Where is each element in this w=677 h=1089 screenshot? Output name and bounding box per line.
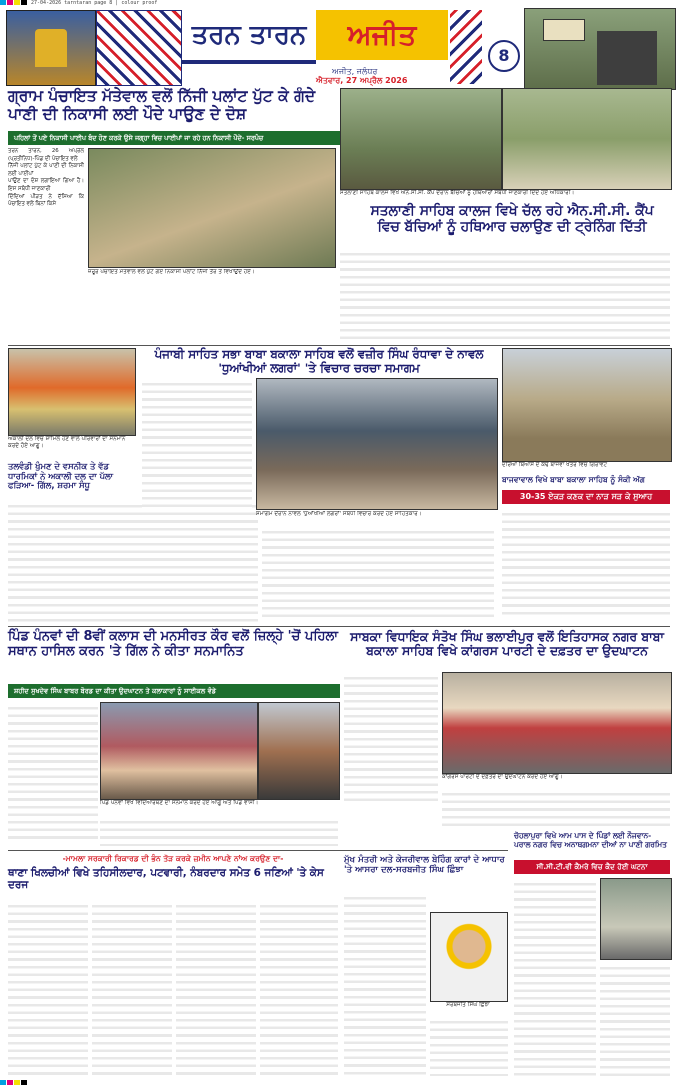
story10-photo (600, 878, 672, 960)
story7-photo (442, 672, 672, 774)
black-swatch (21, 1080, 27, 1085)
divider (8, 345, 670, 346)
story8-kicker: -ਮਾਮਲਾ ਸਰਕਾਰੀ ਰਿਕਾਰਡ ਦੀ ਭੰਨ ਤੋੜ ਕਰਕੇ ਜ਼ਮੀਨ ਆਪਣੇ ਨਾਂਅ ਕਰਉਣ ਦਾ- (62, 854, 284, 863)
story6-caption: ਪਿੰਡ ਪੰਨਵਾਂ ਵਿਖੇ ਵਿਦਿਆਰਥਣ ਦਾ ਸਨਮਾਨ ਕਰਦੇ ਹੋਏ ਆਗੂ ਅਤੇ ਪਿੰਡ ਵਾਸੀ। (100, 800, 259, 806)
story6-body (8, 702, 98, 842)
story3-headline: ਪੰਜਾਬੀ ਸਾਹਿਤ ਸਭਾ ਬਾਬਾ ਬਕਾਲਾ ਸਾਹਿਬ ਵਲੋਂ ਵਜ਼ੀਰ ਸਿੰਘ ਰੰਧਾਵਾ ਦੇ ਨਾਵਲ 'ਧੁਆਂਖੀਆਂ ਲਗਰਾਂ' 'ਤੇ ਵਿਚਾਰ ਚਰਚਾ ਸਮਾਗਮ (154, 347, 484, 375)
story7-body (344, 672, 438, 802)
story5-photo (502, 348, 672, 462)
story10-body (514, 878, 596, 1076)
divider (8, 850, 508, 851)
signboard-shape (543, 19, 585, 41)
text-line: ਦਿੰਦਿਆਂ ਪੀੜਤ ਨੇ ਦੱਸਿਆ ਕਿ ਪੰਚਾਇਤ ਵਲੋਂ ਬਿਨਾਂ ਕਿਸੇ (8, 193, 84, 208)
story1-subbar: ਪਹਿਲਾਂ ਤੋਂ ਪਏ ਨਿਕਾਸੀ ਪਾਈਪ ਬੰਦ ਹੋਣ ਕਰਕੇ ਉਸੇ ਜਗ੍ਹਾ ਵਿਚ ਪਾਈਪਾਂ ਜਾ ਰਹੇ ਹਨ ਨਿਕਾਸੀ ਪੌਦੇ- ਸਰਪੰਚ (8, 131, 340, 145)
story1-photo (88, 148, 336, 268)
page-number: 8 (488, 40, 520, 72)
yellow-swatch (14, 1080, 20, 1085)
story10-headline: ਚੋਹਲਾਪੁਰਾ ਵਿਖੇ ਆਮ ਪਾਸ ਦੇ ਪਿੰਡਾਂ ਲਈ ਨੌਜਵਾਨ- ਪਰਾਲ ਨਗਰ ਵਿਚ ਅਨਾਥਗਮਨਾ ਦੀਆਂ ਨਾ ਪਾਣੀ ਗਰਮਿਤ (514, 831, 667, 849)
story5-photo-caption: ਦਰਿਆ ਬਿਆਸ ਦੇ ਕੰਢੇ ਬਾਜਵਾ ਖੇਤਰ ਵਿਚ ਗਿਰਾਵਟ (502, 462, 608, 468)
story4-caption: ਅਕਾਲੀ ਦਲ ਵਿਚ ਸ਼ਾਮਿਲ ਹੋਣ ਵਾਲੇ ਪਰਿਵਾਰਾਂ ਦਾ ਸਨਮਾਨ ਕਰਦੇ ਹੋਏ ਆਗੂ। (8, 436, 126, 449)
text-line: ਪਾਉਣ ਦਾ ਦੋਸ਼ ਲਗਾਇਆ ਗਿਆ ਹੈ। ਇਸ ਸਬੰਧੀ ਜਾਣਕਾਰੀ (8, 178, 84, 192)
story3-caption: ਸਮਾਗਮ ਦੌਰਾਨ ਨਾਵਲ 'ਧੁਆਂਖੀਆਂ ਲਗਰਾਂ' ਸਬੰਧੀ ਵਿਚਾਰ ਕਰਦੇ ਹੋਏ ਸਾਹਿਤਕਾਰ। (256, 511, 422, 517)
story7-body2 (442, 788, 670, 828)
print-strip (0, 0, 677, 8)
magenta-swatch (7, 1080, 13, 1085)
story7-headline: ਸਾਬਕਾ ਵਿਧਾਇਕ ਸੰਤੋਖ ਸਿੰਘ ਭਲਾਈਪੁਰ ਵਲੋਂ ਇਤਿਹਾਸਕ ਨਗਰ ਬਾਬਾ ਬਕਾਲਾ ਸਾਹਿਬ ਵਿਖੇ ਕਾਂਗਰਸ ਪਾਰਟੀ ਦੇ ਦਫ਼ਤਰ ਦਾ ਉਦਘਾਟਨ (350, 629, 664, 659)
magenta-swatch (7, 0, 13, 5)
masthead-dateline (182, 64, 448, 82)
story3-body2 (262, 526, 494, 622)
divider (8, 626, 670, 627)
black-swatch (21, 0, 27, 5)
story2-headline: ਸਤਲਾਣੀ ਸਾਹਿਬ ਕਾਲਜ ਵਿਖੇ ਚੱਲ ਰਹੇ ਐਨ.ਸੀ.ਸੀ. ਕੈਂਪ ਵਿਚ ਬੱਚਿਆਂ ਨੂੰ ਹਥਿਆਰ ਚਲਾਉਣ ਦੀ ਟ੍ਰੇਨਿੰਗ ਦਿੱਤੀ (370, 203, 654, 235)
story3-photo (256, 378, 498, 510)
story6-body2 (100, 816, 338, 846)
masthead-city: ਅਜੀਤ, ਜਲੰਧਰ (332, 67, 378, 76)
story8-headline: ਥਾਣਾ ਖਿਲਚੀਆਂ ਵਿਖੇ ਤਹਿਸੀਲਦਾਰ, ਪਟਵਾਰੀ, ਨੰਬਰਦਾਰ ਸਮੇਤ 6 ਜਣਿਆਂ 'ਤੇ ਕੇਸ ਦਰਜ (8, 867, 324, 891)
story6-headline: ਪਿੰਡ ਪੰਨਵਾਂ ਦੀ 8ਵੀਂ ਕਲਾਸ ਦੀ ਮਨਸੀਰਤ ਕੌਰ ਵਲੋਂ ਜ਼ਿਲ੍ਹੇ 'ਚੋਂ ਪਹਿਲਾ ਸਥਾਨ ਹਾਸਿਲ ਕਰਨ 'ਤੇ ਗਿੱਲ ਨੇ ਕੀਤਾ ਸਨਮਾਨਿਤ (8, 629, 339, 659)
golden-temple-icon (35, 29, 67, 67)
story9-portrait (430, 912, 508, 1002)
story4-headline: ਤਲਵੰਡੀ ਖੁੰਮਣ ਦੇ ਵਸਨੀਕ ਤੇ ਵੱਡ ਧਾਰਮਿਕਾਂ ਨੇ ਅਕਾਲੀ ਦਲ ਦਾ ਪੱਲਾ ਫੜਿਆ- ਗਿੱਲ, ਸ਼ਰਮਾ ਸੰਧੂ (8, 461, 114, 491)
story5-body (502, 508, 670, 618)
story10-redbar: ਸੀ.ਸੀ.ਟੀ.ਵੀ ਕੈਮਰੇ ਵਿਚ ਕੈਦ ਹੋਈ ਘਟਨਾ (514, 860, 670, 874)
story6-subbar: ਸ਼ਹੀਦ ਸੁਖਦੇਵ ਸਿੰਘ ਬਾਬਰ ਬੋਰਡ ਦਾ ਕੀਤਾ ਉਦਘਾਟਨ ਤੇ ਕਲਾਕਾਰਾਂ ਨੂੰ ਸਾਈਕਲ ਵੰਡੇ (8, 684, 340, 698)
phulkari-pattern-right (450, 10, 482, 84)
story2-body (340, 248, 670, 340)
story4-body (8, 500, 258, 622)
masthead-date: ਐਤਵਾਰ, 27 ਅਪ੍ਰੈਲ 2026 (316, 76, 408, 85)
story6-photo-left (100, 702, 258, 800)
story1-column2 (88, 286, 168, 342)
print-strip-bottom (0, 1080, 677, 1089)
story9-caption: ਸਰਬਜੀਤ ਸਿੰਘ ਛਿੰਝਾ (446, 1002, 490, 1008)
temple-logo (6, 10, 96, 86)
story2-photo-left (340, 88, 502, 190)
story9-body2 (430, 1016, 508, 1076)
story10-body2 (600, 962, 670, 1076)
text-line: ਨਿੱਜੀ ਪਲਾਂਟ ਪੁੱਟ ਕੇ ਪਾਣੀ ਦੀ ਨਿਕਾਸੀ ਲਈ ਪਾਈਪਾਂ (8, 163, 84, 177)
text-line: ਤਰਨ ਤਾਰਨ, 26 ਅਪ੍ਰੈਲ (ਪ੍ਰਤੀਨਿਧ)-ਪਿੰਡ ਦੀ ਪੰਚਾਇਤ ਵਲੋਂ (8, 148, 84, 162)
story1-column1 (8, 148, 84, 342)
cyan-swatch (0, 1080, 6, 1085)
masthead-title-right: ਅਜੀਤ (316, 10, 448, 60)
story1-headline: ਗ੍ਰਾਮ ਪੰਚਾਇਤ ਮੱਤੇਵਾਲ ਵਲੋਂ ਨਿੱਜੀ ਪਲਾਂਟ ਪੁੱਟ ਕੇ ਗੰਦੇ ਪਾਣੀ ਦੀ ਨਿਕਾਸੀ ਲਈ ਪੌਦੇ ਪਾਉਣ ਦੇ ਦੋਸ਼ (8, 87, 316, 123)
gate-shape (597, 31, 657, 85)
story2-photo-caption: ਸਤਲਾਣੀ ਸਾਹਿਬ ਕਾਲਜ ਵਿਖੇ ਐਨ.ਸੀ.ਸੀ. ਕੈਂਪ ਦੌਰਾਨ ਬੱਚਿਆਂ ਨੂੰ ਹਥਿਆਰਾਂ ਸਬੰਧੀ ਜਾਣਕਾਰੀ ਦਿੰਦੇ ਹੋਏ ਅਧਿਕਾਰੀ। (340, 190, 575, 196)
story9-headline: ਮੁੱਖ ਮੰਤਰੀ ਅਤੇ ਕੇਜਰੀਵਾਲ ਬੇਹਿੰਗ ਕਾਰਾਂ ਦੇ ਆਧਾਰ 'ਤੇ ਆਸਰਾ ਦਲ-ਸਰਬਜੀਤ ਸਿੰਘ ਛਿੰਝਾ (344, 855, 505, 875)
story4-photo (8, 348, 136, 436)
story5-headline: ਬਾਜਵਾਵਾਲ ਵਿਖੇ ਬਾਬਾ ਬਕਾਲਾ ਸਾਹਿਬ ਨੂੰ ਸੰਕੀ ਅੱਗ (502, 475, 645, 484)
story3-body (142, 378, 252, 508)
story6-photo-right (258, 702, 340, 800)
story9-body (344, 892, 426, 1076)
story2-photo-right (502, 88, 672, 190)
story5-redbar: 30-35 ਏਕੜ ਕਣਕ ਦਾ ਨਾੜ ਸੜ ਕੇ ਸੁਆਹ (502, 490, 670, 504)
print-strip-text: 27-04-2026 tarntaran page 8 | colour proof (31, 0, 158, 6)
masthead-photo (524, 8, 676, 90)
story8-body (8, 900, 338, 1076)
yellow-swatch (14, 0, 20, 5)
phulkari-pattern-left (96, 10, 182, 86)
masthead-title (182, 10, 448, 66)
cyan-swatch (0, 0, 6, 5)
story7-caption: ਕਾਂਗਰਸ ਪਾਰਟੀ ਦੇ ਦਫ਼ਤਰ ਦਾ ਉਦਘਾਟਨ ਕਰਦੇ ਹੋਏ ਆਗੂ। (442, 774, 563, 780)
story1-caption: ਜ਼ਰੂਰ ਪੰਚਾਇਤ ਮੱਤੇਵਾਲ ਵਲੋਂ ਪੁੱਟੇ ਗਏ ਨਿਕਾਸੀ ਪਲਾਂਟ ਨਿੱਜੀ ਤੌਰ ਤੇ ਵਿਖਾਉਂਦੇ ਹੋਏ। (88, 269, 255, 275)
masthead-title-left: ਤਰਨ ਤਾਰਨ (182, 10, 316, 64)
